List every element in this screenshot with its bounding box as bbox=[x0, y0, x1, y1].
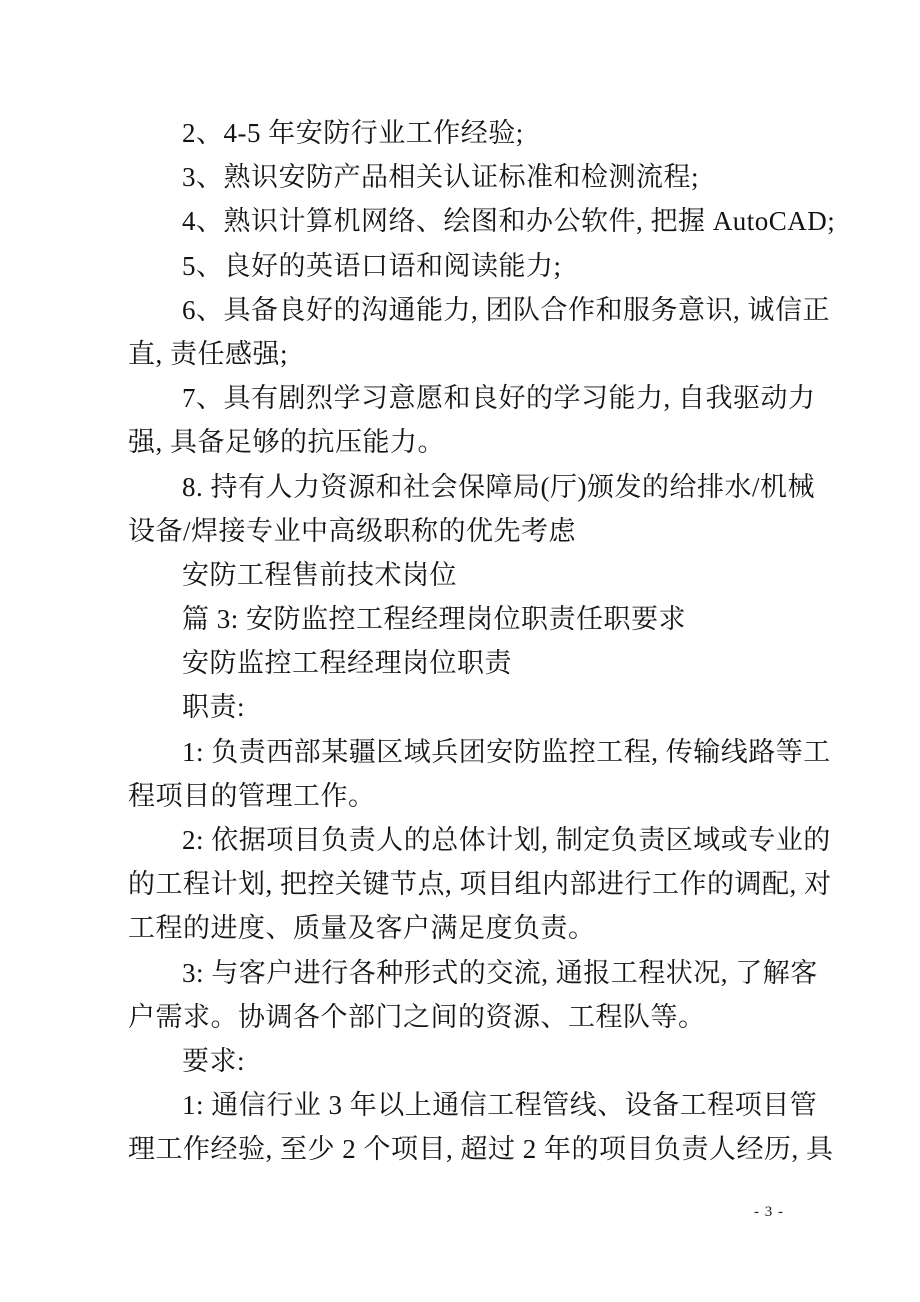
text-line: 安防工程售前技术岗位 bbox=[182, 559, 457, 590]
text-line: 篇 3: 安防监控工程经理岗位职责任职要求 bbox=[182, 604, 687, 635]
page-number: - 3 - bbox=[754, 1204, 784, 1220]
text-line: 设备/焊接专业中高级职称的优先考虑 bbox=[128, 515, 577, 546]
text-line: 户需求。协调各个部门之间的资源、工程队等。 bbox=[128, 1001, 706, 1032]
text-line: 8. 持有人力资源和社会保障局(厅)颁发的给排水/机械 bbox=[182, 471, 815, 502]
text-line: 7、具有剧烈学习意愿和良好的学习能力, 自我驱动力 bbox=[182, 383, 816, 414]
text-line: 安防监控工程经理岗位职责 bbox=[182, 648, 512, 679]
text-line: 工程的进度、质量及客户满足度负责。 bbox=[128, 913, 596, 944]
text-line: 1: 负责西部某疆区域兵团安防监控工程, 传输线路等工 bbox=[182, 736, 831, 767]
text-line: 要求: bbox=[182, 1045, 246, 1076]
page-footer bbox=[0, 1202, 784, 1222]
text-line: 强, 具备足够的抗压能力。 bbox=[128, 427, 445, 458]
text-line: 4、熟识计算机网络、绘图和办公软件, 把握 AutoCAD; bbox=[182, 206, 836, 237]
text-line: 2: 依据项目负责人的总体计划, 制定负责区域或专业的 bbox=[182, 825, 831, 855]
text-line: 1: 通信行业 3 年以上通信工程管线、设备工程项目管 bbox=[182, 1090, 818, 1121]
text-line: 的工程计划, 把控关键节点, 项目组内部进行工作的调配, 对 bbox=[128, 869, 832, 900]
text-line: 程项目的管理工作。 bbox=[128, 780, 376, 811]
document-content bbox=[128, 111, 836, 1172]
text-line: 理工作经验, 至少 2 个项目, 超过 2 年的项目负责人经历, 具 bbox=[128, 1134, 834, 1165]
text-line: 职责: bbox=[182, 692, 246, 723]
text-line: 3、熟识安防产品相关认证标准和检测流程; bbox=[182, 162, 700, 193]
text-line: 直, 责任感强; bbox=[128, 338, 289, 369]
text-line: 5、良好的英语口语和阅读能力; bbox=[182, 250, 562, 281]
text-line: 6、具备良好的沟通能力, 团队合作和服务意识, 诚信正 bbox=[182, 294, 830, 325]
text-line: 2、4-5 年安防行业工作经验; bbox=[182, 118, 524, 148]
text-line: 3: 与客户进行各种形式的交流, 通报工程状况, 了解客 bbox=[182, 957, 818, 988]
